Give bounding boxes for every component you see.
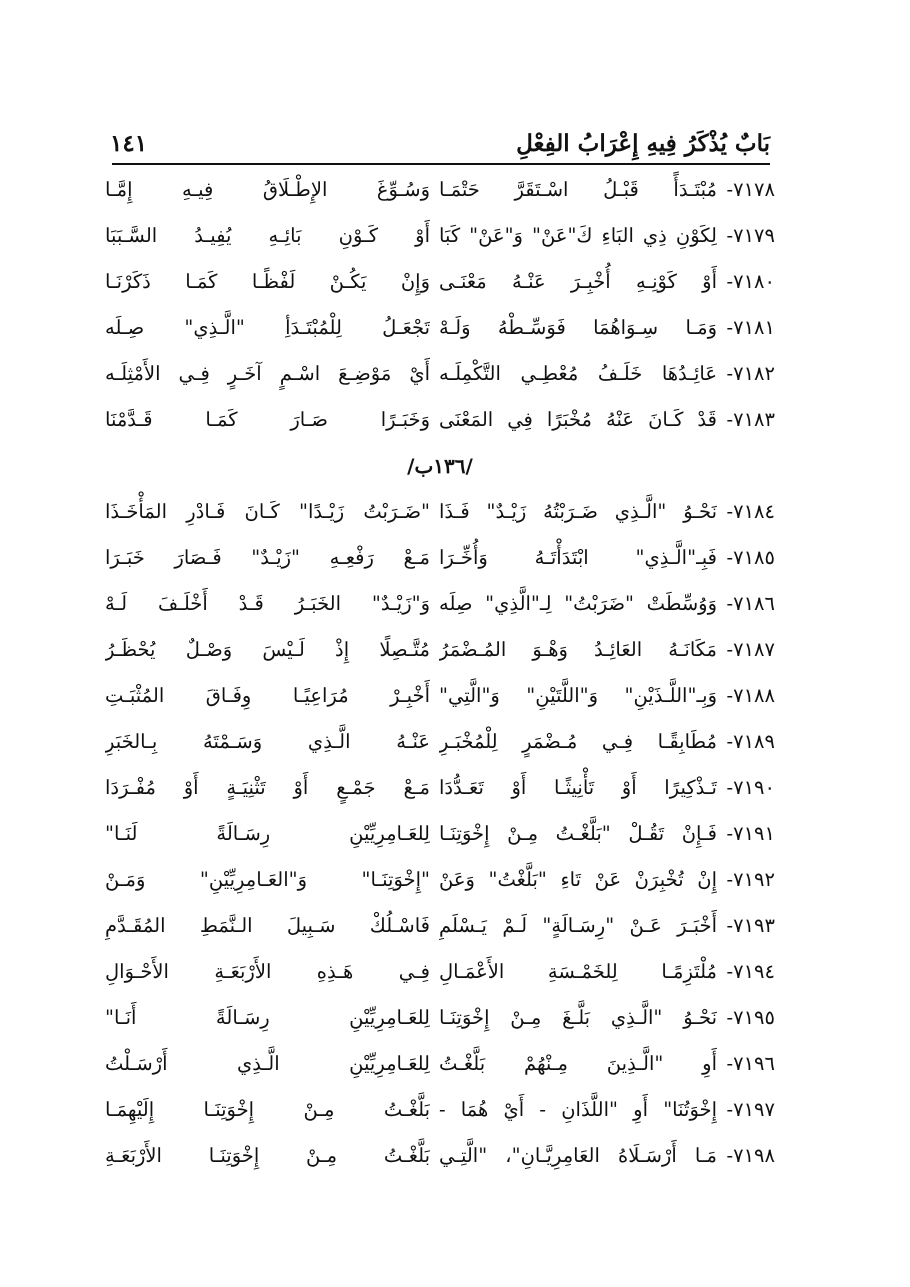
verse-line <box>105 673 775 719</box>
verse-number: ٧١٩٥- <box>726 1006 775 1029</box>
verse-number: ٧١٨٧- <box>726 638 775 661</box>
second-hemistich: "ضَـرَبْتُ زَيْـدًا" كَـانَ فَـادْرِ المَأْخَـذَا <box>105 500 430 523</box>
first-hemistich: نَحْـوُ "الَّـذِي بَلَّـغَ مِـنْ إِخْوَتِنَـا <box>439 1006 717 1029</box>
first-hemistich: عَائِـدُهَا خَلَـفُ مُعْطِـي التَّكْمِلَـه <box>439 362 717 385</box>
verse-line <box>105 1041 775 1087</box>
second-hemistich: أَخْبِـرْ مُرَاعِيًـا وِفَـاقَ المُثْبَـتِ <box>105 684 430 707</box>
page-number: ١٤١ <box>110 130 148 157</box>
verse-number: ٧١٩١- <box>726 822 775 845</box>
first-hemistich: مَكَانَـهُ العَائِـدُ وَهْـوَ المُـضْمَرُ <box>439 638 717 661</box>
first-hemistich: مُلْتَزِمًـا لِلخَمْـسَةِ الأَعْمَـالِ <box>439 960 717 983</box>
second-hemistich: بَلَّغْـتُ مِـنْ إِخْوَتِنَـا الأَرْبَعَـةِ <box>105 1144 430 1167</box>
verse-number: ٧١٩٤- <box>726 960 775 983</box>
verse-line <box>105 857 775 903</box>
verse-line <box>105 719 775 765</box>
verse-line <box>105 489 775 535</box>
header-rule <box>112 163 770 165</box>
chapter-title: بَابٌ يُذْكَرُ فِيهِ إِعْرَابُ الفِعْلِ <box>516 130 770 157</box>
verse-number: ٧١٩٦- <box>726 1052 775 1075</box>
verse-line <box>105 535 775 581</box>
first-hemistich: أَوِ "الَّـذِينَ مِـنْهُمْ بَلَّغْـتُ <box>439 1052 717 1075</box>
second-hemistich: عَنْـهُ الَّـذِي وَسَـمْتَهُ بِـالخَبَرِ <box>105 730 430 753</box>
verse-number: ٧١٧٨- <box>726 178 775 201</box>
verse-list <box>105 167 775 1179</box>
first-hemistich: مُبْتَـدَأً قَبْـلُ اسْـتَقَرَّ حَتْمَـا <box>439 178 717 201</box>
first-hemistich: لِكَوْنِ ذِي البَاءِ كَ"عَنْ" وَ"عَنْ" كَبَا <box>439 224 717 247</box>
verse-number: ٧١٨٣- <box>726 408 775 431</box>
verse-number: ٧١٨٨- <box>726 684 775 707</box>
verse-line <box>105 1087 775 1133</box>
page-header <box>110 126 770 166</box>
verse-number: ٧١٨٢- <box>726 362 775 385</box>
first-hemistich: فَبِـ"الَّـذِي" ابْتَدَأْتَـهُ وَأُخِّـرَا <box>439 546 717 569</box>
verse-number: ٧١٨٩- <box>726 730 775 753</box>
first-hemistich: أَوْ كَوْنِـهِ أُخْبِـرَ عَنْـهُ مَعْنَـى <box>439 270 717 293</box>
first-hemistich: أَخْبَـرَ عَـنْ "رِسَـالَةٍ" لَـمْ يَـسْلَمِ <box>439 914 717 937</box>
first-hemistich: قَدْ كَـانَ عَنْهُ مُخْبَرًا فِي المَعْنَى <box>439 408 717 431</box>
verse-number: ٧١٩٢- <box>726 868 775 891</box>
verse-number: ٧١٨٦- <box>726 592 775 615</box>
verse-number: ٧١٩٠- <box>726 776 775 799</box>
verse-group-1 <box>105 167 775 443</box>
verse-line <box>105 167 775 213</box>
second-hemistich: تَجْعَـلُ لِلْمُبْتَـدَأِ "الَّـذِي" صِـلَه <box>105 316 430 339</box>
verse-line <box>105 213 775 259</box>
first-hemistich: إِخْوَتُنَا" أَوِ "اللَّذَانِ - أَيْ هُمَا - <box>439 1098 717 1121</box>
second-hemistich: "إِخْوَتِنَـا" وَ"العَـامِرِيِّيْنِ" وَمَـنْ <box>105 868 430 891</box>
second-hemistich: لِلعَـامِرِيِّيْنِ رِسَـالَةً لَنَـا" <box>105 822 430 845</box>
first-hemistich: فَـإِنْ تَقُـلْ "بَلَّغْـتُ مِـنْ إِخْوَتِنَـا <box>439 822 717 845</box>
verse-line <box>105 995 775 1041</box>
verse-line <box>105 627 775 673</box>
second-hemistich: لِلعَـامِرِيِّيْنِ الَّـذِي أَرْسَـلْتُ <box>105 1052 430 1075</box>
first-hemistich: مُطَابِقًـا فِـي مُـضْمَرٍ لِلْمُخْبَـرِ <box>439 730 717 753</box>
second-hemistich: وَخَبَـرًا صَـارَ كَمَـا قَـدَّمْنَا <box>105 408 430 431</box>
second-hemistich: وَ"زَيْـدٌ" الخَبَـرُ قَـدْ أَخْلَـفَ لَـهْ <box>105 592 430 615</box>
verse-line <box>105 305 775 351</box>
second-hemistich: فَاسْـلُكْ سَـبِيلَ الـنَّمَطِ المُقَـدَّمِ <box>105 914 430 937</box>
verse-line <box>105 259 775 305</box>
verse-line <box>105 811 775 857</box>
verse-number: ٧١٨١- <box>726 316 775 339</box>
second-hemistich: مَـعْ رَفْعِـهِ "زَيْـدٌ" فَـصَارَ خَبَـرَا <box>105 546 430 569</box>
second-hemistich: وَسُـوِّغَ الإِطْـلَاقُ فِيـهِ إِمَّـا <box>105 178 430 201</box>
second-hemistich: أَيْ مَوْضِـعَ اسْـمٍ آخَـرٍ فِـي الأَمْثِلَـه <box>105 362 430 385</box>
verse-line <box>105 765 775 811</box>
verse-number: ٧١٩٧- <box>726 1098 775 1121</box>
verse-line <box>105 397 775 443</box>
first-hemistich: وَوُسِّطَتْ "ضَرَبْتُ" لِـ"الَّذِي" صِلَه <box>439 592 717 615</box>
verse-line <box>105 903 775 949</box>
verse-line <box>105 351 775 397</box>
second-hemistich: مَـعْ جَمْـعٍ أَوْ تَثْنِيَـةٍ أَوْ مُفْـرَدَا <box>105 776 430 799</box>
second-hemistich: لِلعَـامِرِيِّيْنِ رِسَـالَةً أَنَـا" <box>105 1006 430 1029</box>
first-hemistich: نَحْـوُ "الَّـذِي ضَـرَبْتُهُ زَيْـدٌ" فَـذَا <box>439 500 717 523</box>
second-hemistich: فِـي هَـذِهِ الأَرْبَعَـةِ الأَحْـوَالِ <box>105 960 430 983</box>
verse-number: ٧١٩٣- <box>726 914 775 937</box>
folio-marker: /١٣٦ب/ <box>407 454 473 478</box>
second-hemistich: مُتَّـصِلًا إِذْ لَـيْسَ وَصْـلٌ يُحْظَـرُ <box>105 638 430 661</box>
verse-number: ٧١٨٥- <box>726 546 775 569</box>
first-hemistich: وَبِـ"اللَّـذَيْنِ" وَ"اللَّتَيْنِ" وَ"الَّتِي" <box>439 684 717 707</box>
first-hemistich: إِنْ تُخْبِرَنْ عَنْ تَاءِ "بَلَّغْتُ" وَعَنْ <box>439 868 717 891</box>
second-hemistich: أَوْ كَـوْنِ بَائِـهِ يُفِيـدُ السَّـبَبَا <box>105 224 430 247</box>
first-hemistich: تَـذْكِيرًا أَوْ تَأْنِيثًـا أَوْ تَعَـدُّدَا <box>439 776 717 799</box>
verse-line <box>105 1133 775 1179</box>
first-hemistich: مَـا أَرْسَـلَاهُ العَامِرِيَّـانِ"، "الَّتِـي <box>439 1144 717 1167</box>
first-hemistich: وَمَـا سِـوَاهُمَا فَوَسِّـطْهُ وَلَـهْ <box>439 316 717 339</box>
verse-line <box>105 581 775 627</box>
second-hemistich: وَإِنْ يَكُـنْ لَفْظًـا كَمَـا ذَكَرْنَـا <box>105 270 430 293</box>
verse-group-2 <box>105 489 775 1179</box>
verse-number: ٧١٩٨- <box>726 1144 775 1167</box>
verse-number: ٧١٨٠- <box>726 270 775 293</box>
verse-number: ٧١٨٤- <box>726 500 775 523</box>
second-hemistich: بَلَّغْـتُ مِـنْ إِخْوَتِنَـا إِلَيْهِمَـا <box>105 1098 430 1121</box>
verse-number: ٧١٧٩- <box>726 224 775 247</box>
verse-line <box>105 949 775 995</box>
